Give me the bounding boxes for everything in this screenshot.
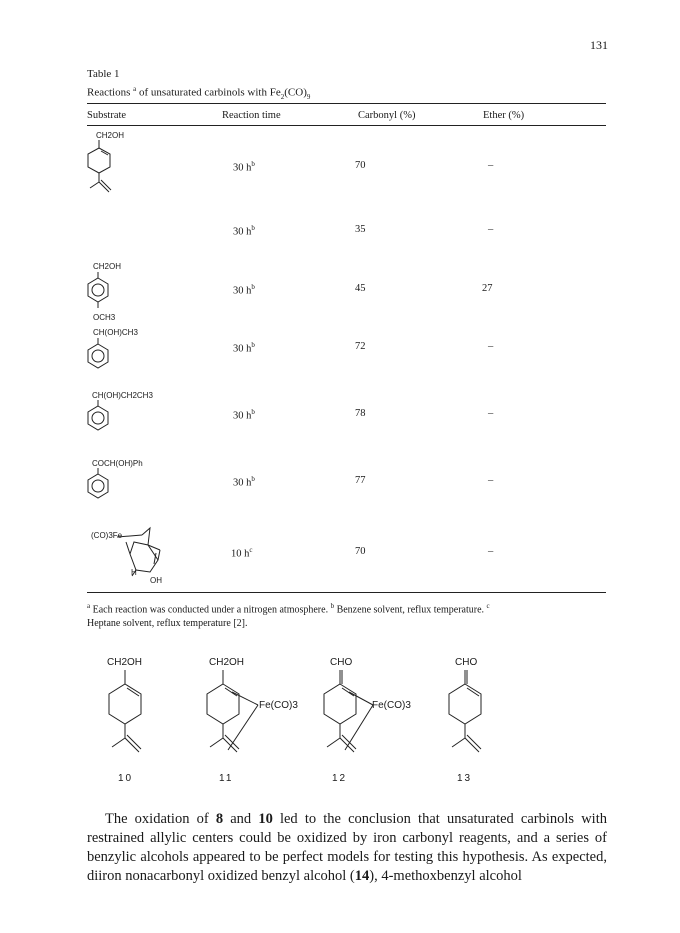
table-header-rule <box>87 125 606 126</box>
structure-11-group: CH2OH <box>209 657 245 668</box>
ether-row6: – <box>488 475 494 486</box>
compound-number-11: 11 <box>219 773 234 784</box>
structure-11-fe: Fe(CO)3 <box>259 700 298 711</box>
time-row1: 30 $h^b$ <box>233 160 255 174</box>
carbonyl-row3: 45 <box>355 283 366 294</box>
ether-row5: – <box>488 408 494 419</box>
time-row3: 30 $h^b$ <box>233 283 255 297</box>
substrate-structure-row1 <box>85 140 125 205</box>
structure-11-drawing <box>206 670 266 765</box>
carbonyl-row6: 77 <box>355 475 366 486</box>
time-row6: 30 $h^b$ <box>233 475 255 489</box>
ether-row4: – <box>488 341 494 352</box>
structure-12-group: CHO <box>330 657 353 668</box>
substrate-structure-row6 <box>85 468 115 504</box>
page-number: 131 <box>590 38 608 52</box>
substrate-label2-row7: H <box>131 568 137 577</box>
substrate-label-row4: CH(OH)CH3 <box>93 328 138 337</box>
time-row2: 30 $h^b$ <box>233 224 255 238</box>
substrate-label-row7: (CO)3Fe <box>91 531 123 540</box>
substrate-structure-row3 <box>85 272 115 312</box>
carbonyl-row2: 35 <box>355 224 366 235</box>
table-label: Table 1 <box>87 68 120 80</box>
carbonyl-row4: 72 <box>355 341 366 352</box>
time-row4: 30 $h^b$ <box>233 341 255 355</box>
compound-number-12: 12 <box>332 773 348 784</box>
ether-row7: – <box>488 546 494 557</box>
structure-12-drawing <box>323 670 383 765</box>
time-row7: 10 $h^c$ <box>231 546 253 560</box>
table-bottom-rule <box>87 592 606 593</box>
header-ether: Ether (%) <box>483 110 525 121</box>
header-carbonyl: Carbonyl (%) <box>358 110 416 121</box>
substrate-label3-row7: OH <box>150 576 162 585</box>
table-top-rule <box>87 103 606 104</box>
structure-13-group: CHO <box>455 657 478 668</box>
substrate-label-row6: COCH(OH)Ph <box>92 459 143 468</box>
substrate-label-row1: CH2OH <box>96 131 125 140</box>
structure-10-drawing <box>108 670 148 765</box>
substrate-structure-row5 <box>85 400 115 436</box>
ether-row1: – <box>488 160 494 171</box>
table-caption: Reactions $^a$ of unsaturated carbinols with $Fe_2(CO)_9$ <box>87 85 311 101</box>
substrate-label-row5: CH(OH)CH2CH3 <box>92 391 153 400</box>
compound-number-10: 10 <box>118 773 134 784</box>
carbonyl-row1: 70 <box>355 160 366 171</box>
body-paragraph: The oxidation of 8 and 10 led to the conclusion that unsaturated carbinols with restrained allylic centers could be oxidized by iron carbonyl reagents, and a series of benzylic alcohols appeared to be perfect models for testing this hypothesis. As expected, diiron nonacarbonyl oxidized benzyl alcohol (14), 4-methoxbenzyl alcohol <box>87 811 607 884</box>
substrate-structure-row7 <box>120 520 175 580</box>
time-row5: 30 $h^b$ <box>233 408 255 422</box>
substrate-label-row3: CH2OH <box>93 262 122 271</box>
structure-12-fe: Fe(CO)3 <box>372 700 411 711</box>
ether-row3: 27 <box>482 283 493 294</box>
structure-13-drawing <box>448 670 488 765</box>
ether-row2: – <box>488 224 494 235</box>
structure-10-group: CH2OH <box>107 657 143 668</box>
header-reaction-time: Reaction time <box>222 110 281 121</box>
substrate-structure-row4 <box>85 338 115 374</box>
compound-number-13: 13 <box>457 773 473 784</box>
carbonyl-row7: 70 <box>355 546 366 557</box>
carbonyl-row5: 78 <box>355 408 366 419</box>
table-footnotes: $^a$ Each reaction was conducted under a nitrogen atmosphere. $^b$ Benzene solvent, reflux temperature. $^c$ Heptane solvent, reflux temperature [2]. <box>87 602 490 630</box>
substrate-label2-row3: OCH3 <box>93 313 116 322</box>
header-substrate: Substrate <box>87 110 127 121</box>
